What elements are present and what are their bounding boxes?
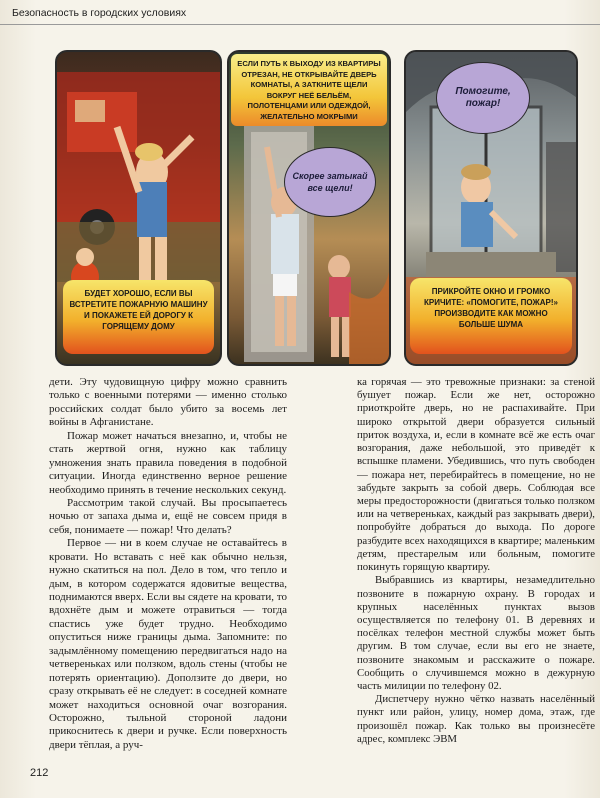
panel-1-caption: БУДЕТ ХОРОШО, ЕСЛИ ВЫ ВСТРЕТИТЕ ПОЖАРНУЮ МАШИНУ И ПОКАЖЕТЕ ЕЙ ДОРОГУ К ГОРЯЩЕМУ ДОМУ	[63, 280, 214, 354]
panel-2-speech-bubble: Скорее затыкай все щели!	[284, 147, 376, 217]
paragraph: Рассмотрим такой случай. Вы просыпаетесь ночью от запаха дыма и, ещё не совсем придя в себя, понимаете — пожар! Что делать?	[49, 496, 287, 536]
comic-panel-door	[227, 50, 391, 366]
paragraph: Диспетчеру нужно чётко назвать населённый пункт или район, улицу, номер дома, этаж, где произошёл пожар. Как только вы произнесёте адрес, комплекс ЭВМ	[357, 693, 595, 745]
page-number: 212	[30, 767, 49, 779]
paragraph: Выбравшись из квартиры, незамедлительно позвоните в пожарную охрану. В городах и крупных населённых пунктах вызов осуществляется по телефону 01. В деревнях и посёлках телефон местной службы может быть другим. В том случае, если вы его не знаете, позвоните знакомым и расскажите о пожаре. Сообщить о случившемся можно в дежурную часть милиции по телефону 02.	[357, 574, 595, 693]
text-column-left	[49, 376, 287, 752]
text-column-right	[357, 376, 595, 746]
panel-3-speech-bubble: Помогите, пожар!	[436, 62, 530, 134]
panel-2-caption: ЕСЛИ ПУТЬ К ВЫХОДУ ИЗ КВАРТИРЫ ОТРЕЗАН, НЕ ОТКРЫВАЙТЕ ДВЕРЬ КОМНАТЫ, А ЗАТКНИТЕ ЩЕЛИ ВОКРУГ НЕЁ БЕЛЬЁМ, ПОЛОТЕНЦАМИ ИЛИ ОДЕЖДОЙ, ЖЕЛАТЕЛЬНО МОКРЫМИ	[231, 54, 387, 126]
paragraph: Пожар может начаться внезапно, и, чтобы не стать жертвой огня, нужно как таблицу умножения знать правила поведения в подобной ситуации. Иногда единственно верное решение необходимо принять в течение нескольких секунд.	[49, 429, 287, 496]
comic-panel-window	[404, 50, 578, 366]
running-header: Безопасность в городских условиях	[12, 7, 187, 19]
paragraph: Первое — ни в коем случае не оставайтесь в кровати. Но вставать с неё как обычно нельзя, нужно скатиться на пол. Дело в том, что тепло и дым, в котором содержатся ядовитые вещества, поднимаются вверх. Если вы сядете на кровати, то вдохнёте дым и можете отравиться — тогда спастись уже будет трудно. Необходимо опуститься ниже границы дыма. Запомните: по задымлённому помещению передвигаться надо на четвереньках или ползком, вдоль стены (чтобы не потерять ориентацию). Доползите до двери, но сразу открывать её не следует: в соседней комнате может находиться основной очаг возгорания. Осторожно, тыльной стороной ладони прикоснитесь к двери и ручке. Если поверхность двери тёплая, а руч-	[49, 537, 287, 751]
paragraph: дети. Эту чудовищную цифру можно сравнить только с военными потерями — именно столько российских солдат было убито за восемь лет войны в Афганистане.	[49, 376, 287, 429]
header-rule	[0, 24, 600, 25]
paragraph: ка горячая — это тревожные признаки: за стеной бушует пожар. Если же нет, осторожно приоткройте дверь, но не распахивайте. При широко открытой двери образуется сильный приток воздуха, и, если в комнате всё же есть очаг возгорания, даже небольшой, это приведёт к вспышке пламени. Убедившись, что путь свободен — пожара нет, перебирайтесь в помещение, но не забудьте закрыть за собой дверь. Соблюдая все меры предосторожности (двигаться только ползком или на четвереньках, каждый раз закрывать двери), попробуйте добраться до выхода. По дороге разбудите всех находящихся в квартире; маленьким детям, престарелым или больным, помогите покинуть горящую квартиру.	[357, 376, 595, 574]
panel-3-caption: ПРИКРОЙТЕ ОКНО И ГРОМКО КРИЧИТЕ: «ПОМОГИТЕ, ПОЖАР!» ПРОИЗВОДИТЕ КАК МОЖНО БОЛЬШЕ ШУМА	[410, 278, 572, 354]
comic-panel-fire-truck	[55, 50, 222, 366]
